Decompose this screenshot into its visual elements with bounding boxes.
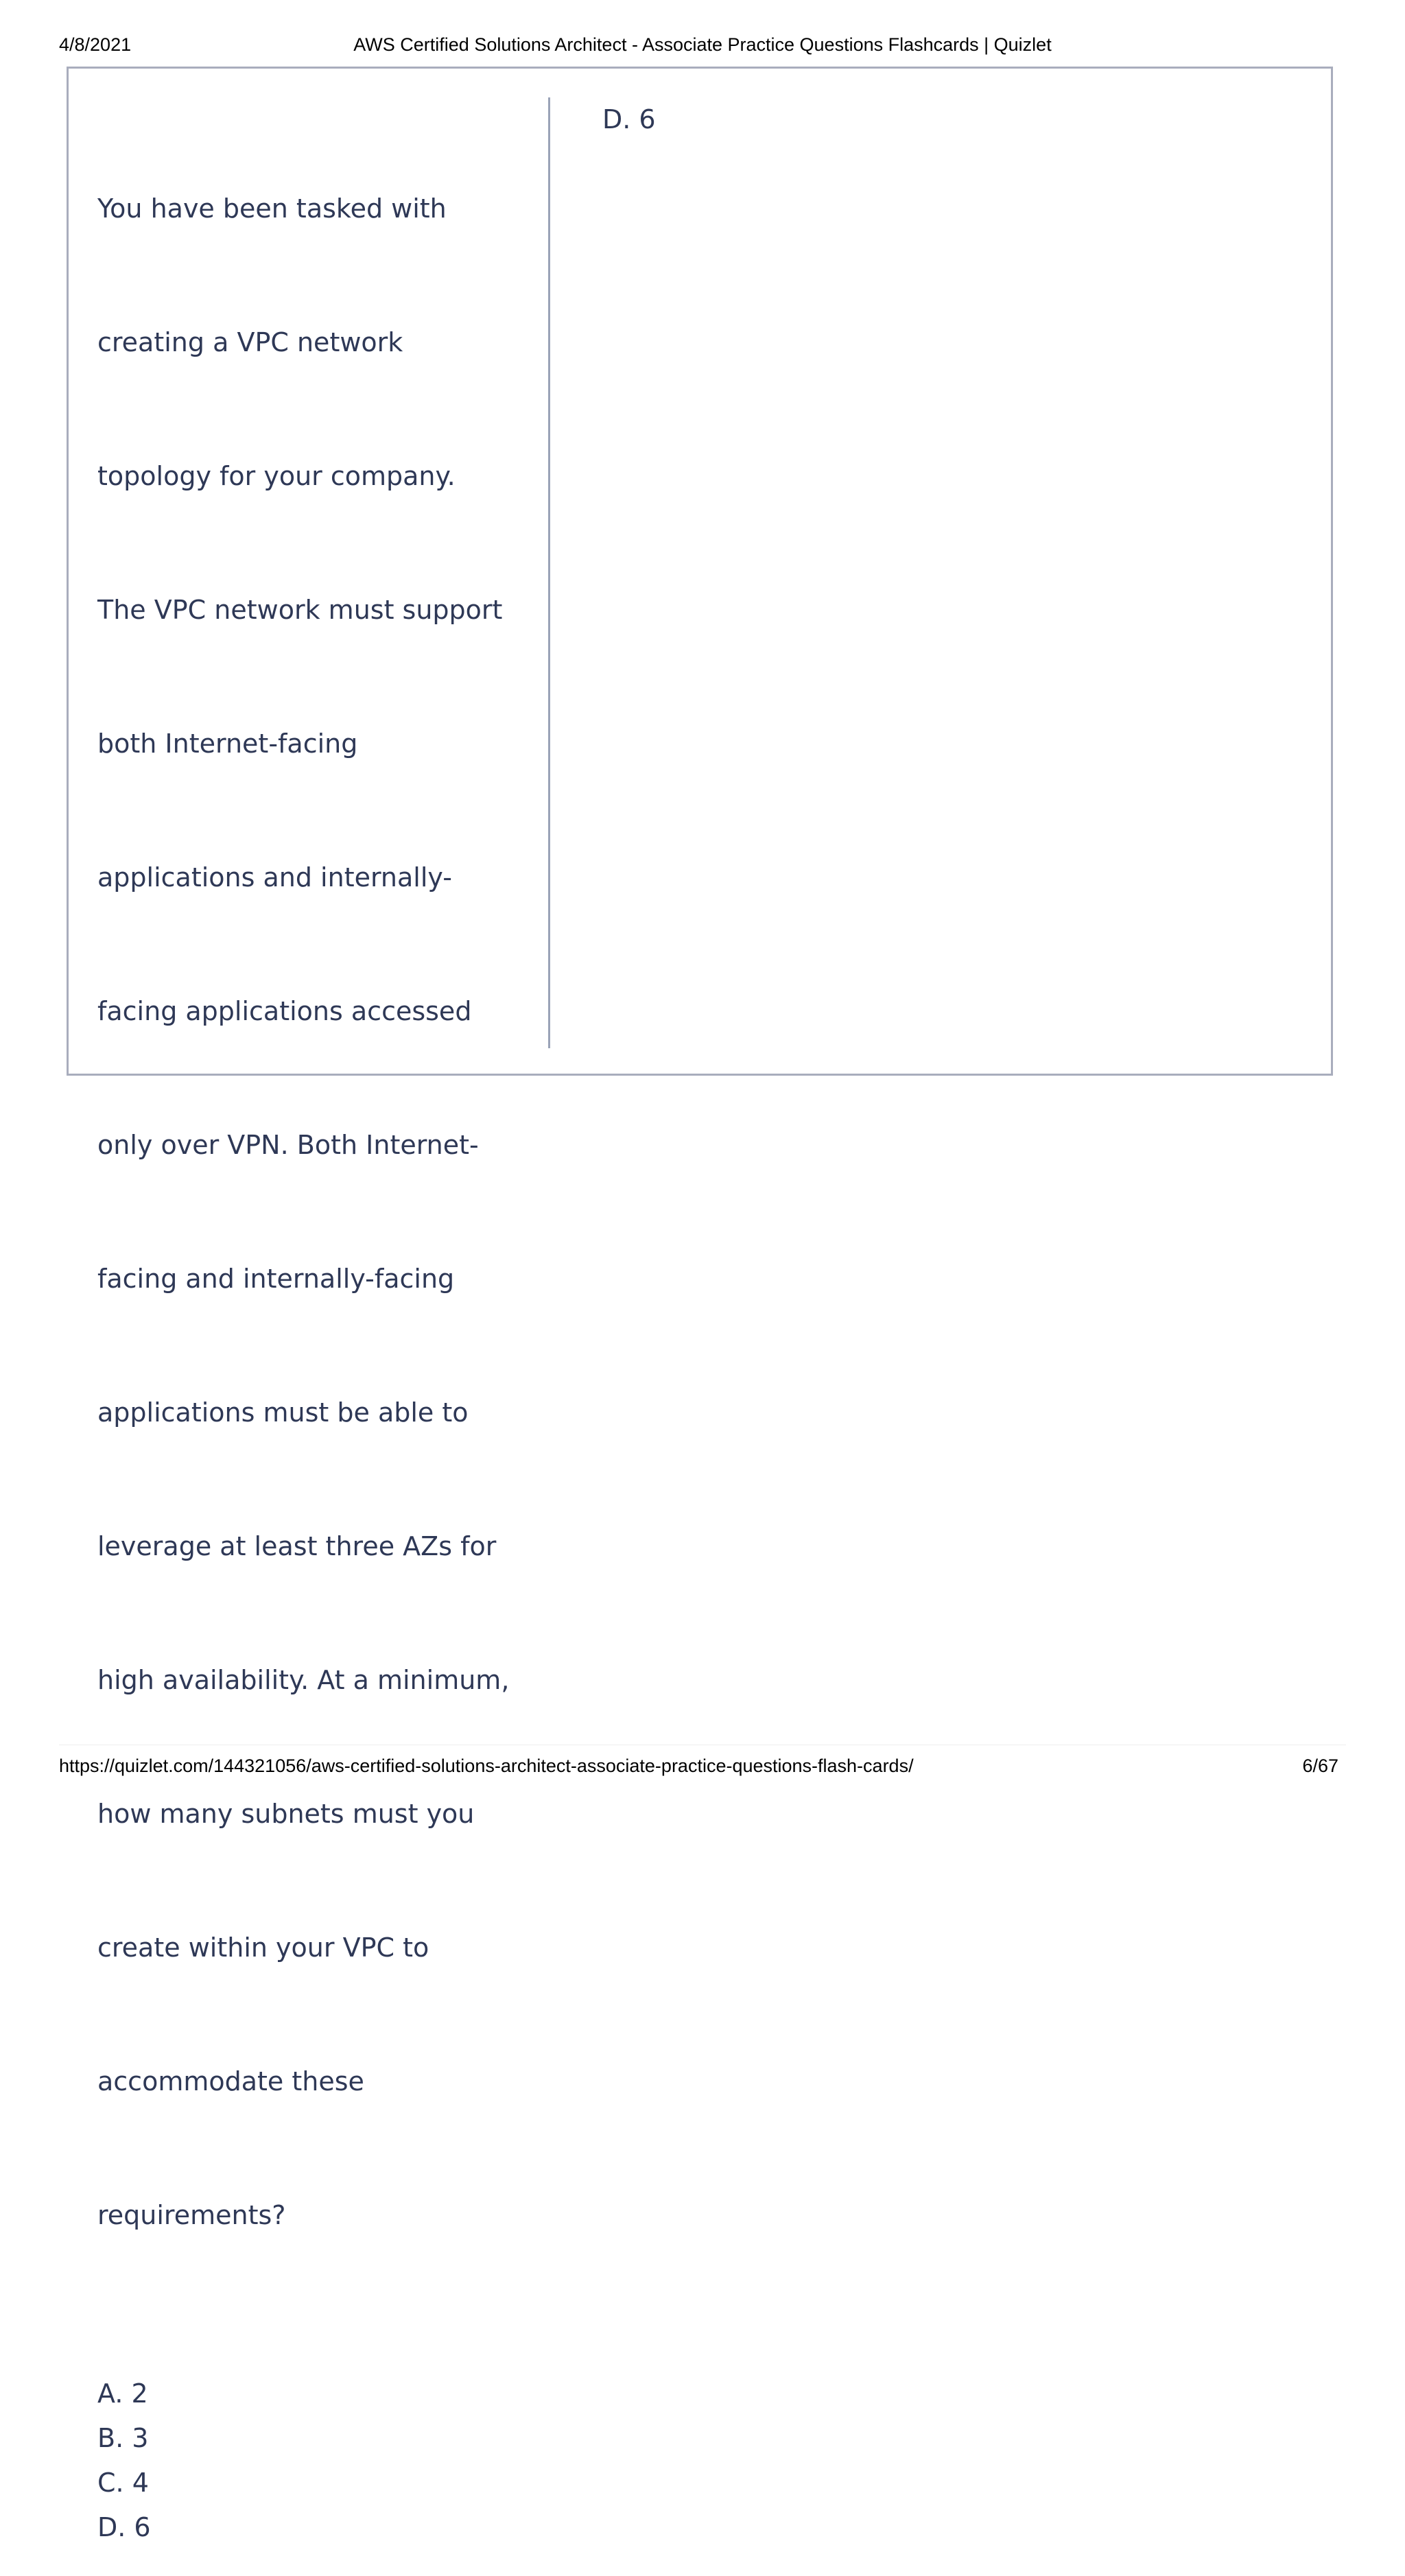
question-line: high availability. At a minimum,	[97, 1665, 510, 1695]
question-line: applications and internally-	[97, 862, 452, 893]
question-line: applications must be able to	[97, 1397, 469, 1428]
answer-option-b: B. 3	[97, 2423, 149, 2453]
question-line: facing and internally-facing	[97, 1264, 455, 1294]
question-line: how many subnets must you	[97, 1799, 475, 1829]
print-footer	[0, 1754, 1405, 1777]
question-line: You have been tasked with	[97, 193, 447, 224]
question-line: accommodate these	[97, 2066, 364, 2096]
answer-options	[97, 2372, 523, 2550]
question-line: topology for your company.	[97, 461, 456, 491]
flashcard-definition	[602, 97, 1288, 142]
answer-option-c: C. 4	[97, 2468, 149, 2498]
print-title: AWS Certified Solutions Architect - Associate Practice Questions Flashcards | Quizlet	[353, 34, 1052, 55]
print-date: 4/8/2021	[59, 34, 132, 55]
print-header	[0, 33, 1405, 56]
question-line: leverage at least three AZs for	[97, 1531, 497, 1561]
definition-answer: D. 6	[602, 104, 656, 134]
print-url: https://quizlet.com/144321056/aws-certified-solutions-architect-associate-practice-questions-flash-cards/	[59, 1756, 914, 1776]
question-line: facing applications accessed	[97, 996, 472, 1026]
question-text	[97, 97, 523, 2327]
page-number: 6/67	[1302, 1756, 1338, 1776]
flashcard-term	[97, 97, 523, 2576]
question-line: The VPC network must support	[97, 595, 503, 625]
question-line: requirements?	[97, 2200, 286, 2230]
question-line: create within your VPC to	[97, 1933, 429, 1963]
question-line: only over VPN. Both Internet-	[97, 1130, 479, 1160]
answer-option-a: A. 2	[97, 2378, 148, 2409]
card-divider	[548, 97, 550, 1048]
answer-option-d: D. 6	[97, 2512, 151, 2542]
question-line: creating a VPC network	[97, 327, 403, 357]
question-line: both Internet-facing	[97, 729, 358, 759]
